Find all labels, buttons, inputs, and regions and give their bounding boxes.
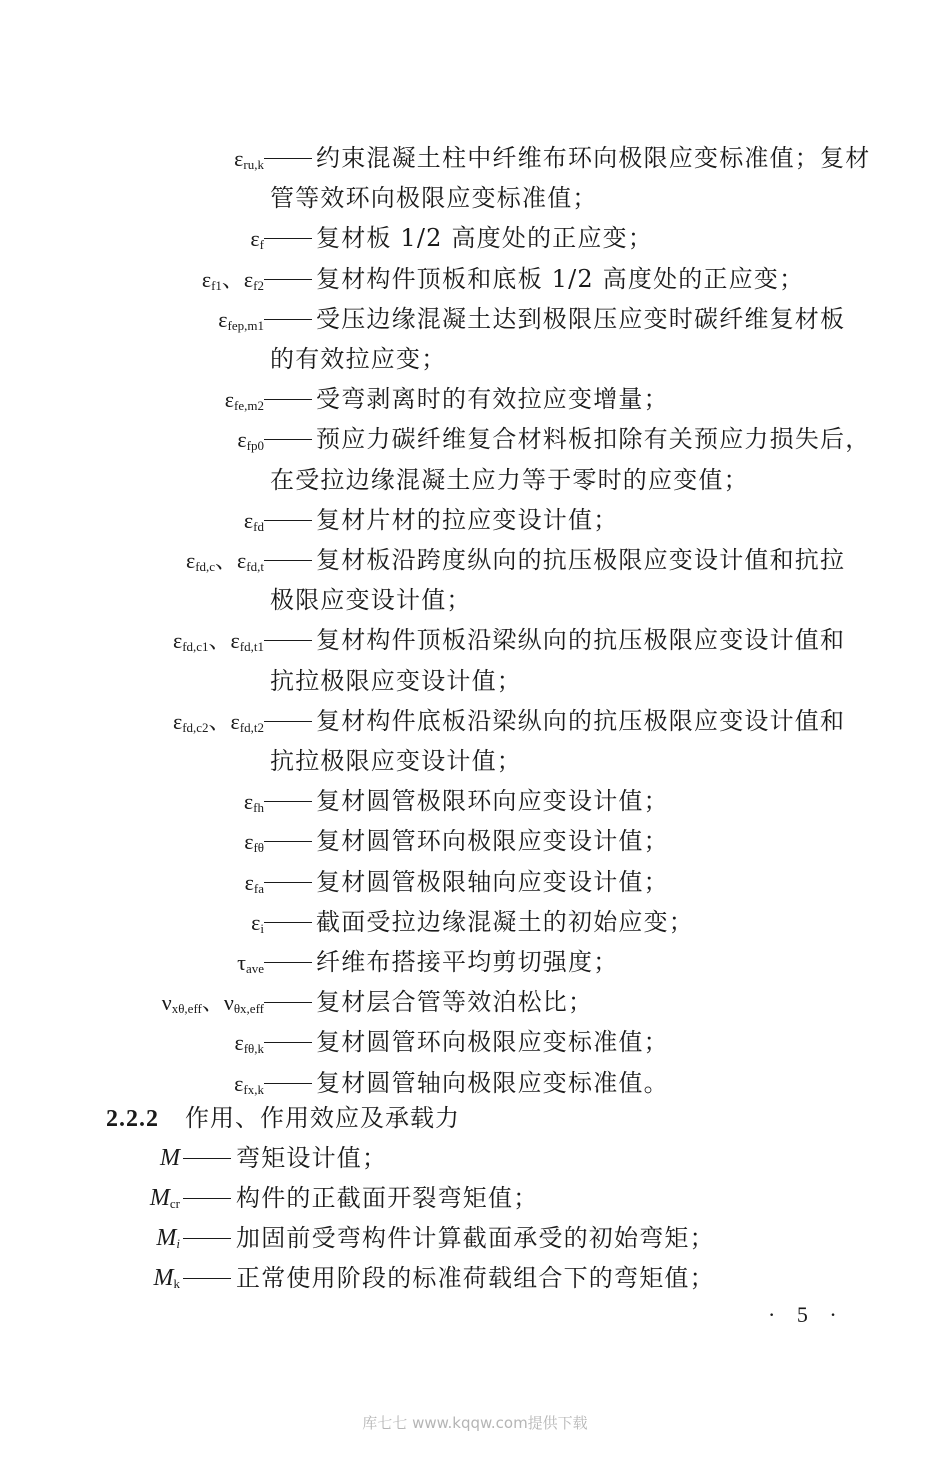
symbol-base: ε <box>234 146 244 171</box>
symbol-description <box>270 138 870 178</box>
moment-entry <box>0 1258 950 1298</box>
description-text: 复材构件底板沿梁纵向的抗压极限应变设计值和 <box>316 706 846 735</box>
description-text: 受弯剥离时的有效拉应变增量； <box>316 385 669 414</box>
symbol-entry <box>0 620 950 660</box>
moment-base: M <box>156 1225 177 1251</box>
moment-symbol <box>156 1222 180 1260</box>
symbol-description <box>270 1063 669 1103</box>
symbol-base: ε <box>243 789 254 815</box>
symbol-entry <box>0 500 950 540</box>
moment-entry <box>0 1178 950 1218</box>
symbol-entry <box>0 902 950 942</box>
description-text: 复材板沿跨度纵向的抗压极限应变设计值和抗拉 <box>316 546 846 574</box>
symbol-notation <box>250 224 264 260</box>
symbol-description <box>270 419 870 459</box>
symbol-notation <box>244 787 264 823</box>
symbol-subscript: fθ,k <box>243 1041 264 1057</box>
symbol-notation <box>162 988 264 1024</box>
symbol-description <box>270 379 669 419</box>
moment-base: M <box>149 1185 170 1211</box>
symbol-subscript: fd,c1 <box>182 639 209 655</box>
description-text: 复材板 1/2 高度处的正应变； <box>316 224 654 253</box>
em-dash <box>183 1158 231 1159</box>
symbol-base-2: 、ε <box>208 708 240 734</box>
symbol-subscript: ave <box>245 961 264 976</box>
em-dash <box>183 1278 231 1279</box>
moment-symbol <box>150 1182 180 1220</box>
description-continuation: 管等效环向极限应变标准值； <box>270 184 598 213</box>
description-continuation: 抗拉极限应变设计值； <box>270 747 522 775</box>
moment-description: 弯矩设计值； <box>236 1144 388 1172</box>
symbol-subscript-2: fd,t <box>246 559 264 574</box>
symbol-base: ε <box>244 869 254 895</box>
symbol-entry <box>0 701 950 741</box>
symbol-description <box>270 620 845 660</box>
symbol-entry-continuation <box>0 460 950 500</box>
symbol-base: ε <box>243 507 254 533</box>
symbol-description <box>270 701 845 741</box>
description-text: 约束混凝土柱中纤维布环向极限应变标准值；复材 <box>316 144 871 172</box>
symbol-entry-continuation <box>0 178 950 218</box>
symbol-base: ε <box>250 226 260 252</box>
description-text: 复材圆管极限轴向应变设计值； <box>316 867 669 896</box>
description-continuation: 极限应变设计值； <box>270 586 472 615</box>
symbol-notation <box>202 265 264 301</box>
symbol-notation <box>186 546 264 582</box>
moment-symbol <box>154 1262 181 1300</box>
page-number: · 5 · <box>768 1302 845 1327</box>
symbol-subscript-2: fd,t1 <box>239 639 264 655</box>
moment-description: 加固前受弯构件计算截面承受的初始弯矩； <box>236 1224 715 1252</box>
symbol-entry <box>0 259 950 299</box>
symbol-notation <box>218 305 264 341</box>
symbol-description <box>270 902 694 942</box>
symbol-notation <box>244 827 264 863</box>
symbol-notation <box>173 626 264 662</box>
description-text: 复材构件顶板沿梁纵向的抗压极限应变设计值和 <box>316 626 846 655</box>
description-text: 纤维布搭接平均剪切强度； <box>316 948 619 976</box>
symbol-subscript: fθ <box>253 840 264 856</box>
symbol-entry <box>0 218 950 258</box>
symbol-notation <box>245 868 264 904</box>
moment-symbol <box>160 1142 180 1174</box>
symbol-base: ε <box>237 427 247 453</box>
symbol-description <box>270 218 653 258</box>
symbol-base: ε <box>218 306 228 332</box>
symbol-subscript: fh <box>253 800 264 816</box>
symbol-subscript: xθ,eff <box>171 1001 202 1017</box>
description-text: 复材片材的拉应变设计值； <box>316 505 619 534</box>
symbol-entry <box>0 299 950 339</box>
symbol-entry-continuation <box>0 661 950 701</box>
symbol-base: ε <box>185 548 196 573</box>
symbol-base: ε <box>172 708 183 734</box>
symbol-description <box>270 500 618 540</box>
symbol-base-2: 、ε <box>215 548 247 573</box>
section-number: 2.2.2 <box>106 1106 159 1132</box>
moment-subscript: i <box>176 1236 180 1251</box>
symbol-entry <box>0 982 950 1022</box>
moment-base: M <box>160 1145 180 1171</box>
symbol-description <box>270 1022 669 1062</box>
symbol-subscript: fep,m1 <box>227 317 264 333</box>
symbol-entry <box>0 540 950 580</box>
symbol-entry <box>0 419 950 459</box>
symbol-notation <box>225 385 264 421</box>
symbol-subscript: f1 <box>211 277 222 293</box>
moment-base: M <box>153 1265 174 1291</box>
symbol-base: τ <box>237 950 246 975</box>
symbol-entry <box>0 821 950 861</box>
moment-entry <box>0 1138 950 1178</box>
symbol-subscript: i <box>260 920 264 936</box>
moment-entry <box>0 1218 950 1258</box>
symbol-base: ε <box>224 387 235 413</box>
symbol-entry <box>0 1022 950 1062</box>
symbol-subscript: f <box>259 237 264 253</box>
symbol-notation <box>173 707 264 743</box>
watermark-footer: 库七七 www.kqqw.com提供下载 <box>362 1414 588 1432</box>
symbol-base: ε <box>172 628 183 654</box>
description-text: 复材构件顶板和底板 1/2 高度处的正应变； <box>316 264 805 293</box>
moment-subscript: k <box>173 1276 180 1291</box>
symbol-subscript: fd,c2 <box>182 719 209 735</box>
description-continuation: 在受拉边缘混凝土应力等于零时的应变值； <box>270 465 749 494</box>
symbol-description <box>270 781 669 821</box>
description-text: 预应力碳纤维复合材料板扣除有关预应力损失后， <box>316 425 871 454</box>
symbol-notation <box>237 948 264 984</box>
description-text: 复材圆管环向极限应变设计值； <box>316 827 669 856</box>
symbol-notation <box>251 908 264 944</box>
symbol-entry-continuation <box>0 741 950 781</box>
symbol-base-2: 、ε <box>208 628 240 654</box>
symbol-entry-continuation <box>0 339 950 379</box>
symbol-entry <box>0 862 950 902</box>
symbol-base: ε <box>244 829 254 855</box>
em-dash <box>183 1198 231 1199</box>
description-text: 受压边缘混凝土达到极限压应变时碳纤维复材板 <box>316 304 846 333</box>
symbol-subscript: fe,m2 <box>234 398 264 414</box>
symbol-base-2: 、ν <box>201 990 234 1016</box>
symbol-entry <box>0 1063 950 1103</box>
symbol-description <box>270 259 804 299</box>
symbol-description <box>270 862 669 902</box>
symbol-base-2: 、ε <box>221 266 254 292</box>
symbol-base: ε <box>251 909 261 935</box>
symbol-notation <box>234 144 264 180</box>
symbol-entry <box>0 942 950 982</box>
symbol-entry-continuation <box>0 580 950 620</box>
description-continuation: 抗拉极限应变设计值； <box>270 666 522 695</box>
symbol-description <box>270 299 845 339</box>
symbol-subscript-2: θx,eff <box>233 1001 264 1017</box>
description-text: 复材圆管环向极限应变标准值； <box>316 1028 669 1057</box>
symbol-subscript: fx,k <box>243 1081 264 1097</box>
symbol-entry <box>0 379 950 419</box>
symbol-notation <box>244 506 264 542</box>
symbol-subscript: fd,c <box>195 559 216 574</box>
description-text: 复材圆管极限环向应变设计值； <box>316 787 669 816</box>
moment-subscript: cr <box>169 1196 180 1211</box>
symbol-base: ε <box>234 1070 244 1096</box>
section-heading <box>106 1098 460 1139</box>
symbol-entry <box>0 138 950 178</box>
description-continuation: 的有效拉应变； <box>270 345 447 373</box>
symbol-subscript: fa <box>253 880 264 896</box>
symbol-subscript: fp0 <box>246 438 264 454</box>
description-text: 截面受拉边缘混凝土的初始应变； <box>316 907 694 936</box>
symbol-description <box>270 982 593 1022</box>
symbol-notation <box>234 1028 264 1064</box>
description-text: 复材层合管等效泊松比； <box>316 988 594 1017</box>
symbol-subscript-2: fd,t2 <box>239 719 264 735</box>
symbol-notation <box>237 425 264 461</box>
symbol-base: ε <box>201 266 212 292</box>
moment-description: 正常使用阶段的标准荷载组合下的弯矩值； <box>236 1264 715 1292</box>
symbol-base: ν <box>161 990 172 1016</box>
symbol-description <box>270 540 845 580</box>
symbol-subscript: ru,k <box>243 157 264 172</box>
symbol-description <box>270 821 669 861</box>
symbol-base: ε <box>234 1030 244 1056</box>
em-dash <box>183 1238 231 1239</box>
symbol-description <box>270 942 618 982</box>
symbol-subscript-2: f2 <box>253 277 264 293</box>
moment-description: 构件的正截面开裂弯矩值； <box>236 1184 539 1212</box>
section-title: 作用、作用效应及承载力 <box>185 1104 460 1132</box>
symbol-entry <box>0 781 950 821</box>
symbol-subscript: fd <box>253 518 264 534</box>
description-text: 复材圆管轴向极限应变标准值。 <box>316 1068 669 1097</box>
